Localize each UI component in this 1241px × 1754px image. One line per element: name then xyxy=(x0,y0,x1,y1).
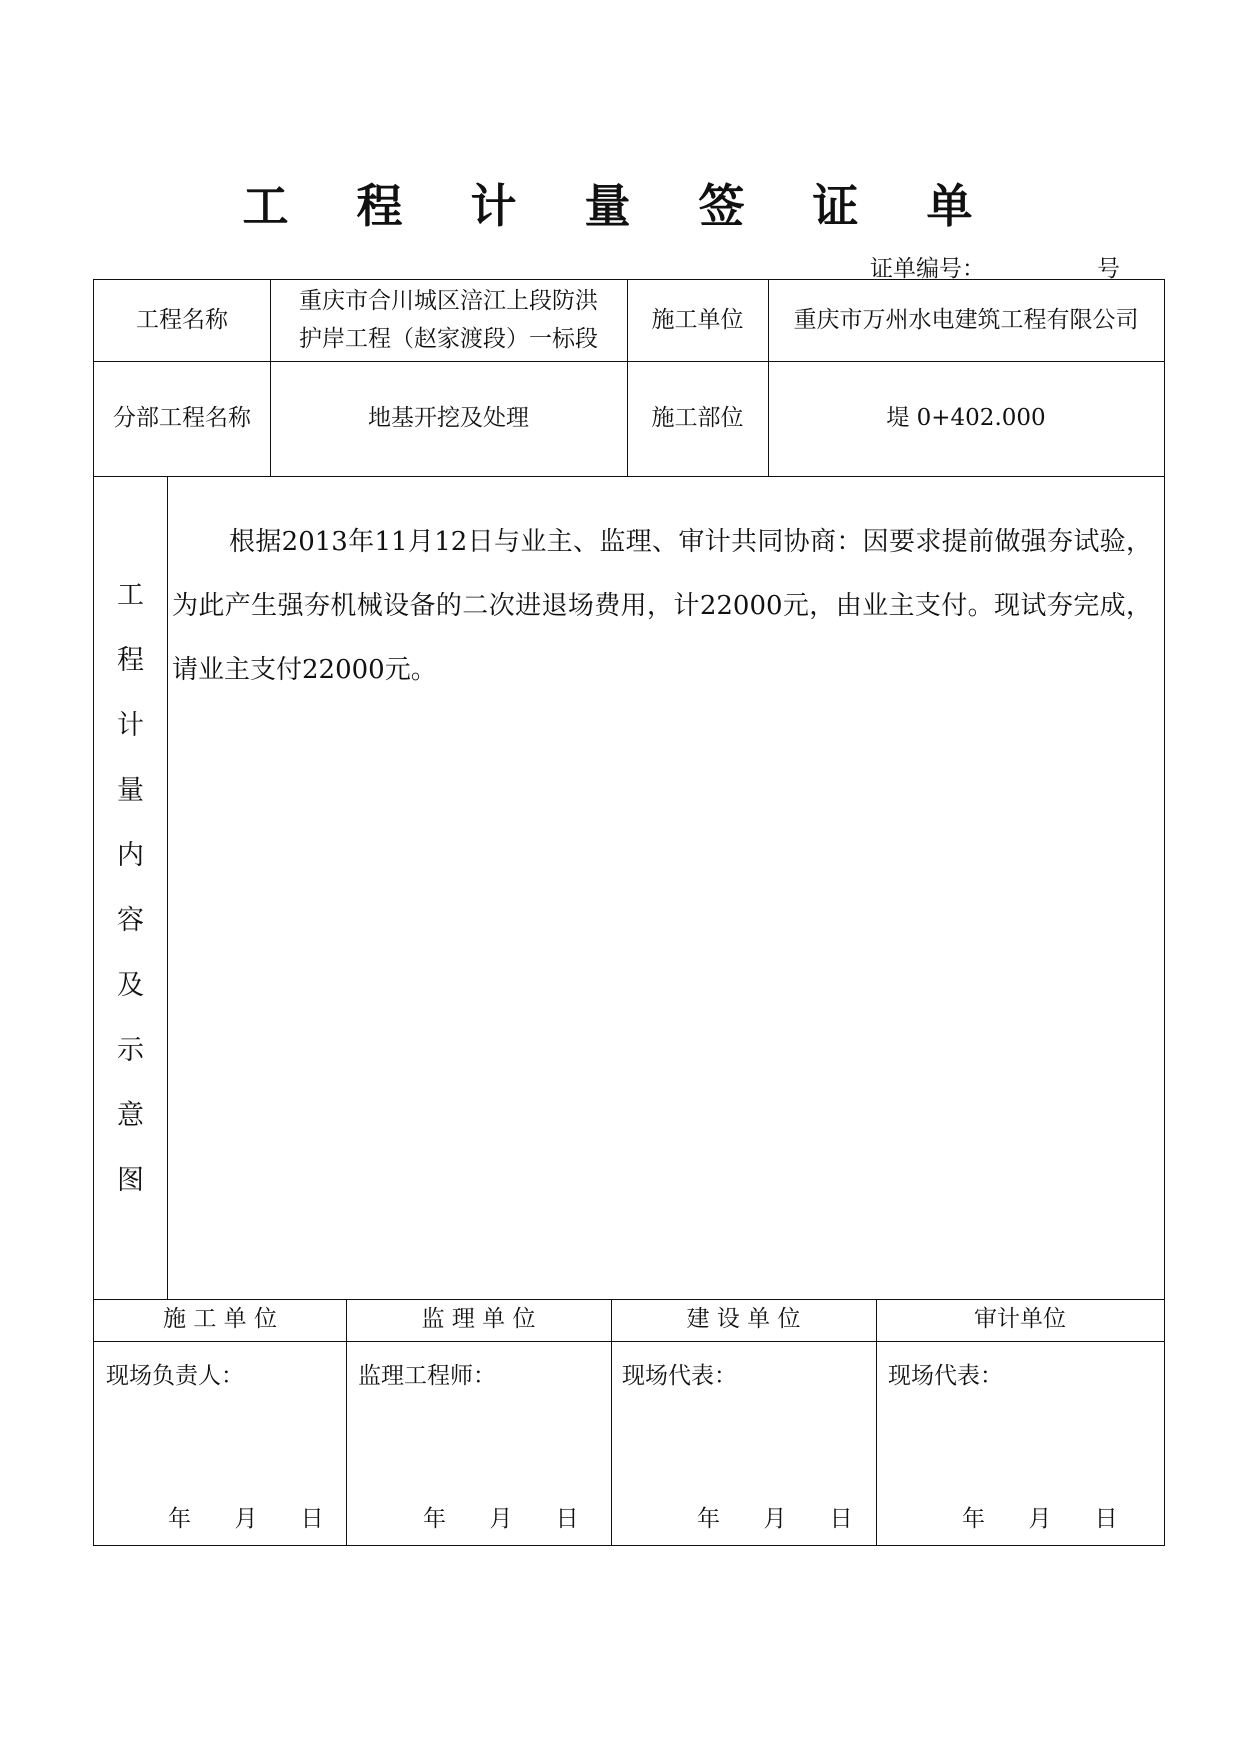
side-label-char: 量 xyxy=(117,774,144,806)
sign-date-owner xyxy=(697,1500,853,1533)
side-label-char: 内 xyxy=(117,839,144,871)
sign-date-supervisor xyxy=(423,1500,579,1533)
row-divider xyxy=(94,1341,1164,1342)
cert-number-label: 证单编号： xyxy=(870,256,985,282)
sign-date-audit xyxy=(962,1500,1118,1533)
cert-number-suffix: 号 xyxy=(1097,256,1120,282)
content-side-label xyxy=(94,476,167,1299)
content-text: 根据2013年11月12日与业主、监理、审计共同协商：因要求提前做强夯试验，为此产生强夯机械设备的二次进退场费用，计22000元，由业主支付。现试夯完成，请业主支付22000元。 xyxy=(172,527,1152,685)
side-label-char: 意 xyxy=(117,1099,144,1131)
project-name-value xyxy=(270,280,627,361)
project-name-line1: 重庆市合川城区涪江上段防洪 xyxy=(299,287,598,314)
sign-role-supervisor: 监理工程师： xyxy=(358,1363,496,1389)
contractor-value: 重庆市万州水电建筑工程有限公司 xyxy=(793,306,1139,333)
date-month: 月 xyxy=(1028,1506,1052,1532)
side-label-char: 工 xyxy=(117,579,144,611)
sign-header-supervisor: 监 理 单 位 xyxy=(421,1306,536,1333)
sign-date-contractor xyxy=(168,1500,324,1533)
side-label-char: 图 xyxy=(117,1164,144,1196)
sign-header-owner: 建 设 单 位 xyxy=(686,1306,801,1333)
location-value: 堤 0+402.000 xyxy=(886,404,1046,431)
date-day: 日 xyxy=(1094,1506,1118,1532)
location-label: 施工部位 xyxy=(651,404,744,431)
date-year: 年 xyxy=(962,1506,985,1532)
sign-role-owner: 现场代表： xyxy=(622,1363,737,1389)
date-day: 日 xyxy=(300,1506,324,1532)
date-day: 日 xyxy=(555,1506,579,1532)
side-label-char: 程 xyxy=(117,644,144,676)
sign-header-contractor: 施 工 单 位 xyxy=(163,1306,277,1333)
side-label-char: 及 xyxy=(117,969,144,1001)
sign-role-audit: 现场代表： xyxy=(888,1363,1003,1389)
sign-header-audit: 审计单位 xyxy=(974,1306,1066,1333)
date-month: 月 xyxy=(763,1506,787,1532)
sub-project-label: 分部工程名称 xyxy=(113,404,251,431)
content-section xyxy=(94,476,1164,1299)
page-title: 工 程 计 量 签 证 单 xyxy=(242,179,999,233)
side-label-char: 容 xyxy=(117,904,144,936)
date-month: 月 xyxy=(489,1506,513,1532)
sub-project-value: 地基开挖及处理 xyxy=(368,404,529,431)
date-day: 日 xyxy=(829,1506,853,1532)
date-year: 年 xyxy=(423,1506,446,1532)
date-year: 年 xyxy=(168,1506,191,1532)
date-month: 月 xyxy=(234,1506,258,1532)
side-label-char: 示 xyxy=(117,1034,144,1066)
side-label-char: 计 xyxy=(117,709,144,741)
certificate-table xyxy=(93,279,1165,1546)
contractor-label: 施工单位 xyxy=(651,306,744,333)
project-name-label: 工程名称 xyxy=(136,306,228,333)
sign-role-contractor: 现场负责人： xyxy=(106,1363,244,1389)
date-year: 年 xyxy=(697,1506,720,1532)
project-name-line2: 护岸工程（赵家渡段）一标段 xyxy=(299,325,598,352)
